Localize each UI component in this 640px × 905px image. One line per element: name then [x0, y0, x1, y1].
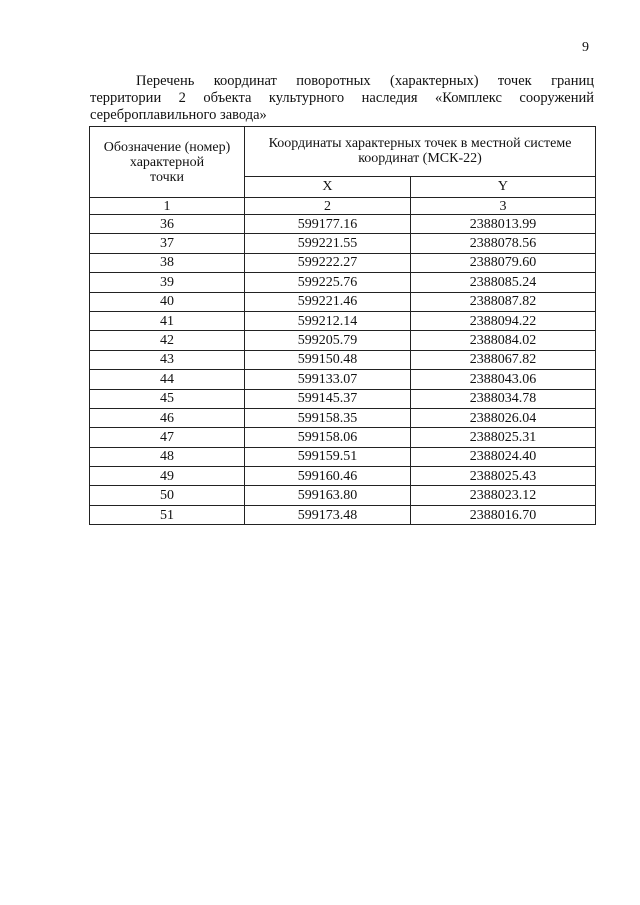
- header-coords-line: координат (МСК-22): [358, 151, 482, 167]
- y-cell: 2388025.31: [410, 428, 595, 447]
- table-row: [90, 273, 596, 292]
- y-cell: 2388087.82: [410, 292, 595, 311]
- point-cell: 38: [90, 253, 245, 272]
- point-cell: 47: [90, 428, 245, 447]
- table-row: [90, 350, 596, 369]
- table-row: [90, 311, 596, 330]
- point-cell: 40: [90, 292, 245, 311]
- coordinates-table: [89, 126, 596, 525]
- point-cell: 43: [90, 350, 245, 369]
- table-row: [90, 234, 596, 253]
- table-row: [90, 447, 596, 466]
- table-row: [90, 370, 596, 389]
- x-cell: 599160.46: [245, 467, 411, 486]
- header-point-line: Обозначение (номер): [103, 139, 231, 155]
- y-cell: 2388024.40: [410, 447, 595, 466]
- y-cell: 2388034.78: [410, 389, 595, 408]
- y-cell: 2388078.56: [410, 234, 595, 253]
- table-row: [90, 408, 596, 427]
- table-row: [90, 467, 596, 486]
- point-cell: 50: [90, 486, 245, 505]
- x-cell: 599205.79: [245, 331, 411, 350]
- point-cell: 37: [90, 234, 245, 253]
- x-cell: 599150.48: [245, 350, 411, 369]
- header-coordinates: [245, 127, 596, 177]
- x-cell: 599158.35: [245, 408, 411, 427]
- column-index-row: [90, 198, 596, 215]
- caption-line: территории 2 объекта культурного наследия «Комплекс сооружений: [90, 90, 594, 106]
- y-cell: 2388084.02: [410, 331, 595, 350]
- x-cell: 599159.51: [245, 447, 411, 466]
- y-cell: 2388023.12: [410, 486, 595, 505]
- point-cell: 36: [90, 215, 245, 234]
- point-cell: 51: [90, 505, 245, 524]
- header-x: X: [245, 176, 411, 197]
- document-caption: [90, 73, 594, 124]
- point-cell: 48: [90, 447, 245, 466]
- y-cell: 2388067.82: [410, 350, 595, 369]
- y-cell: 2388043.06: [410, 370, 595, 389]
- table-row: [90, 292, 596, 311]
- x-cell: 599177.16: [245, 215, 411, 234]
- header-y: Y: [410, 176, 595, 197]
- x-cell: 599145.37: [245, 389, 411, 408]
- x-cell: 599212.14: [245, 311, 411, 330]
- table-row: [90, 486, 596, 505]
- y-cell: 2388026.04: [410, 408, 595, 427]
- header-coords-line: Координаты характерных точек в местной системе: [268, 136, 572, 152]
- x-cell: 599133.07: [245, 370, 411, 389]
- table-row: [90, 253, 596, 272]
- table-row: [90, 505, 596, 524]
- y-cell: 2388094.22: [410, 311, 595, 330]
- column-index: 1: [90, 198, 245, 215]
- point-cell: 41: [90, 311, 245, 330]
- table-row: [90, 215, 596, 234]
- y-cell: 2388013.99: [410, 215, 595, 234]
- point-cell: 45: [90, 389, 245, 408]
- point-cell: 42: [90, 331, 245, 350]
- point-cell: 49: [90, 467, 245, 486]
- y-cell: 2388016.70: [410, 505, 595, 524]
- x-cell: 599222.27: [245, 253, 411, 272]
- x-cell: 599225.76: [245, 273, 411, 292]
- page-number: 9: [582, 40, 589, 55]
- x-cell: 599221.46: [245, 292, 411, 311]
- point-cell: 46: [90, 408, 245, 427]
- header-point-number: [90, 127, 245, 198]
- caption-line: сереброплавильного завода»: [90, 107, 267, 123]
- y-cell: 2388085.24: [410, 273, 595, 292]
- column-index: 2: [245, 198, 411, 215]
- point-cell: 39: [90, 273, 245, 292]
- table-row: [90, 428, 596, 447]
- x-cell: 599158.06: [245, 428, 411, 447]
- column-index: 3: [410, 198, 595, 215]
- x-cell: 599221.55: [245, 234, 411, 253]
- table-row: [90, 331, 596, 350]
- y-cell: 2388079.60: [410, 253, 595, 272]
- table-row: [90, 389, 596, 408]
- caption-line: Перечень координат поворотных (характерных) точек границ: [136, 73, 594, 89]
- header-point-line: характерной: [129, 154, 205, 170]
- header-point-line: точки: [150, 169, 184, 185]
- x-cell: 599163.80: [245, 486, 411, 505]
- x-cell: 599173.48: [245, 505, 411, 524]
- y-cell: 2388025.43: [410, 467, 595, 486]
- point-cell: 44: [90, 370, 245, 389]
